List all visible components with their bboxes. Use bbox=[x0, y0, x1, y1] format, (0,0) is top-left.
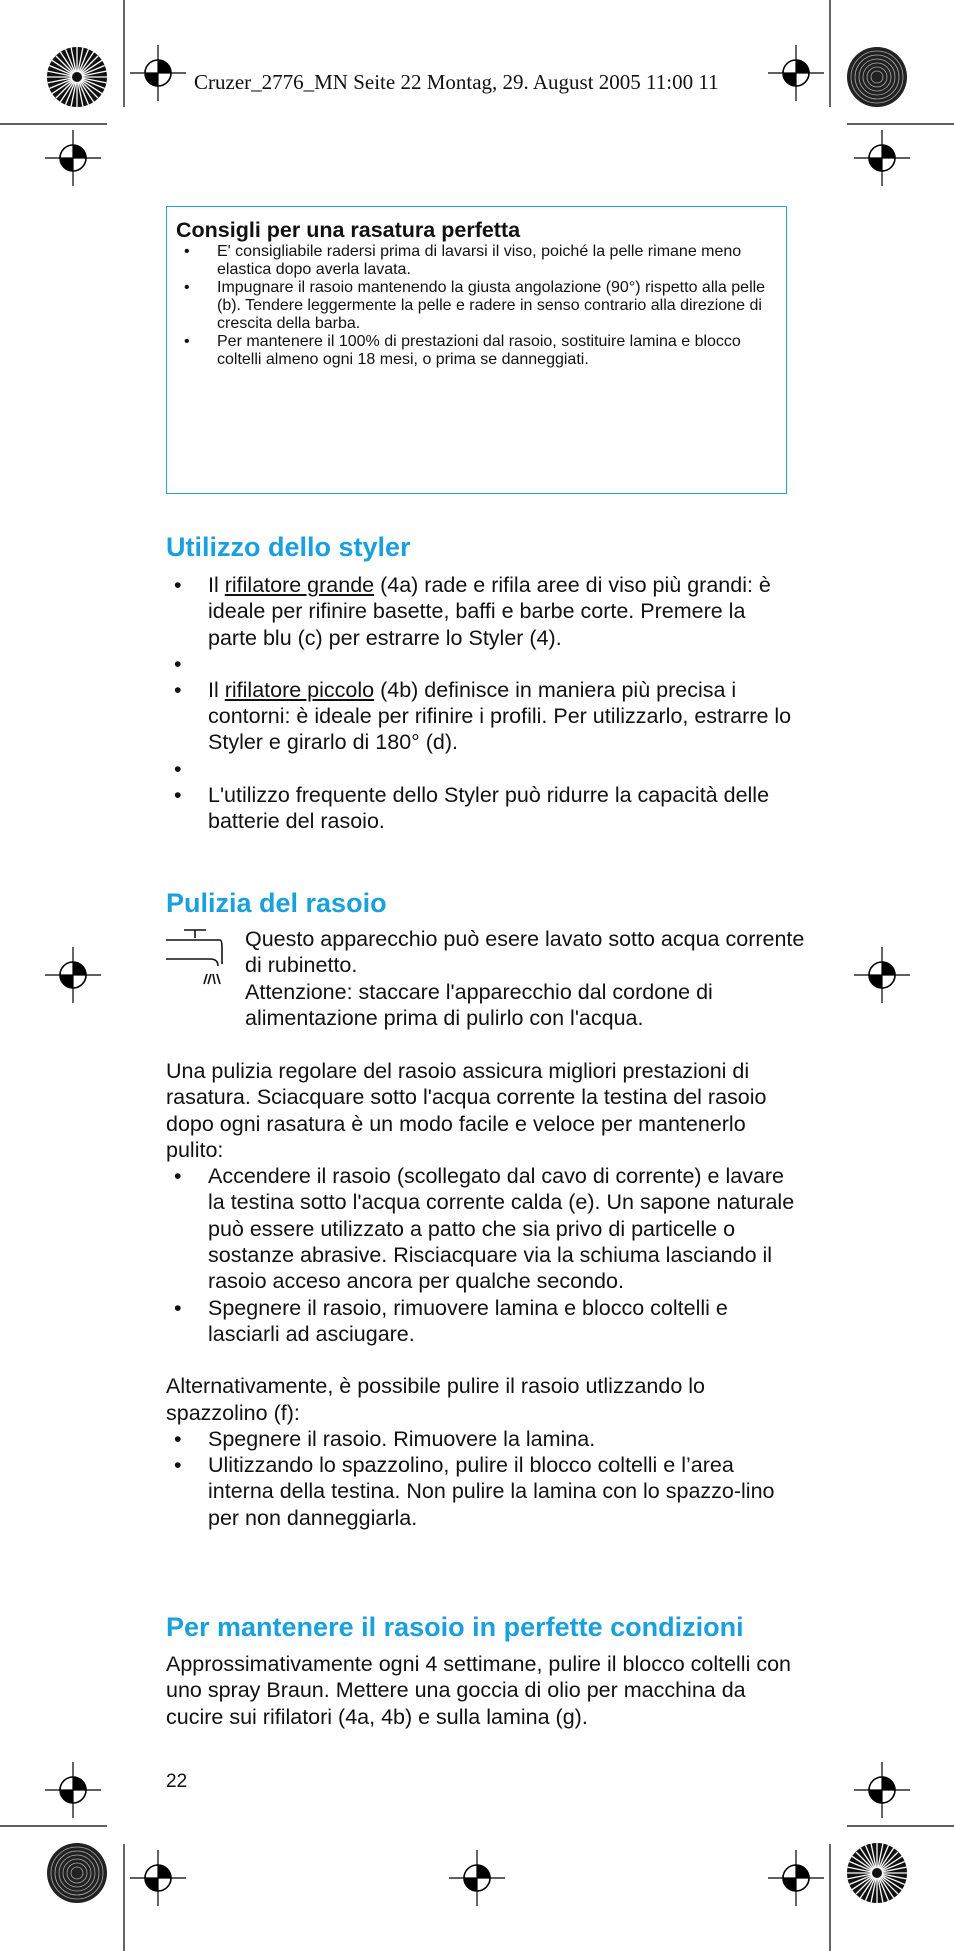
alternative-step: • Ulitizzando lo spazzolino, pulire il blocco coltelli e l’area interna della testina. Non pulire la lamina con lo spazzo-lino per non danneggiarla. bbox=[166, 1452, 796, 1531]
maintenance-text: Approssimativamente ogni 4 settimane, pulire il blocco coltelli con uno spray Braun. Mettere una goccia di olio per macchina da cucire sui rifilatori (4a, 4b) e sulla lamina (g). bbox=[166, 1652, 792, 1729]
cleaning-heading: Pulizia del rasoio bbox=[166, 888, 387, 918]
tips-box bbox=[166, 206, 787, 494]
cleaning-intro: Una pulizia regolare del rasoio assicura migliori prestazioni di rasatura. Sciacquare sotto l'acqua corrente la testina del rasoio dopo ogni rasatura è un modo facile e veloce per mantenerlo pulito: bbox=[166, 1059, 767, 1162]
alternative-intro: Alternativamente, è possibile pulire il rasoio utlizzando lo spazzolino (f): bbox=[166, 1374, 705, 1425]
tip-item: • Impugnare il rasoio mantenendo la giusta angolazione (90°) rispetto alla pelle (b). Tendere leggermente la pelle e radere in senso contrario alla direzione di crescita della barba. bbox=[176, 279, 776, 333]
rinse-note-line: Questo apparecchio può esere lavato sotto acqua corrente di rubinetto. bbox=[245, 927, 805, 978]
small-trimmer-term: rifilatore piccolo bbox=[224, 677, 375, 702]
print-slug-line: Cruzer_2776_MN Seite 22 Montag, 29. August 2005 11:00 11 bbox=[194, 70, 719, 94]
tip-item: • E' consigliabile radersi prima di lavarsi il viso, poiché la pelle rimane meno elastica dopo averla lavata. bbox=[176, 243, 776, 279]
water-tap-icon bbox=[164, 928, 228, 990]
page-number: 22 bbox=[166, 1771, 188, 1792]
maintenance-heading: Per mantenere il rasoio in perfette condizioni bbox=[166, 1612, 744, 1642]
cleaning-step: • Accendere il rasoio (scollegato dal cavo di corrente) e lavare la testina sotto l'acqua corrente calda (e). Un sapone naturale può essere utilizzato a patto che sia privo di particelle o sostanze abrasive. Risciacquare via la schiuma lasciando il rasoio acceso ancora per qualche secondo. bbox=[166, 1163, 796, 1294]
styler-section bbox=[166, 572, 796, 834]
rinse-warning: Attenzione: staccare l'apparecchio dal cordone di alimentazione prima di pulirlo con l'acqua. bbox=[245, 979, 713, 1030]
tip-item: • Per mantenere il 100% di prestazioni dal rasoio, sostituire lamina e blocco coltelli almeno ogni 18 mesi, o prima se danneggiati. bbox=[176, 333, 776, 369]
alternative-step: • Spegnere il rasoio. Rimuovere la lamina. bbox=[166, 1426, 796, 1452]
styler-item-battery: • L'utilizzo frequente dello Styler può ridurre la capacità delle batterie del rasoio. bbox=[166, 782, 796, 835]
styler-heading: Utilizzo dello styler bbox=[166, 532, 411, 562]
tips-title: Consigli per una rasatura perfetta bbox=[176, 218, 521, 242]
tips-list bbox=[176, 243, 776, 369]
rinse-note bbox=[245, 926, 805, 1031]
styler-item-large: • Il rifilatore grande (4a) rade e rifila aree di viso più grandi: è ideale per rifinire basette, baffi e barbe corte. Premere la parte blu (c) per estrarre lo Styler (4). bbox=[166, 572, 796, 651]
cleaning-step: • Spegnere il rasoio, rimuovere lamina e blocco coltelli e lasciarli ad asciugare. bbox=[166, 1295, 796, 1348]
large-trimmer-term: rifilatore grande bbox=[224, 573, 375, 597]
styler-item-small: • Il rifilatore piccolo (4b) definisce in maniera più precisa i contorni: è ideale per rifinire i profili. Per utilizzarlo, estrarre lo Styler e girarlo di 180° (d). bbox=[166, 677, 796, 756]
cleaning-body bbox=[166, 1058, 796, 1531]
